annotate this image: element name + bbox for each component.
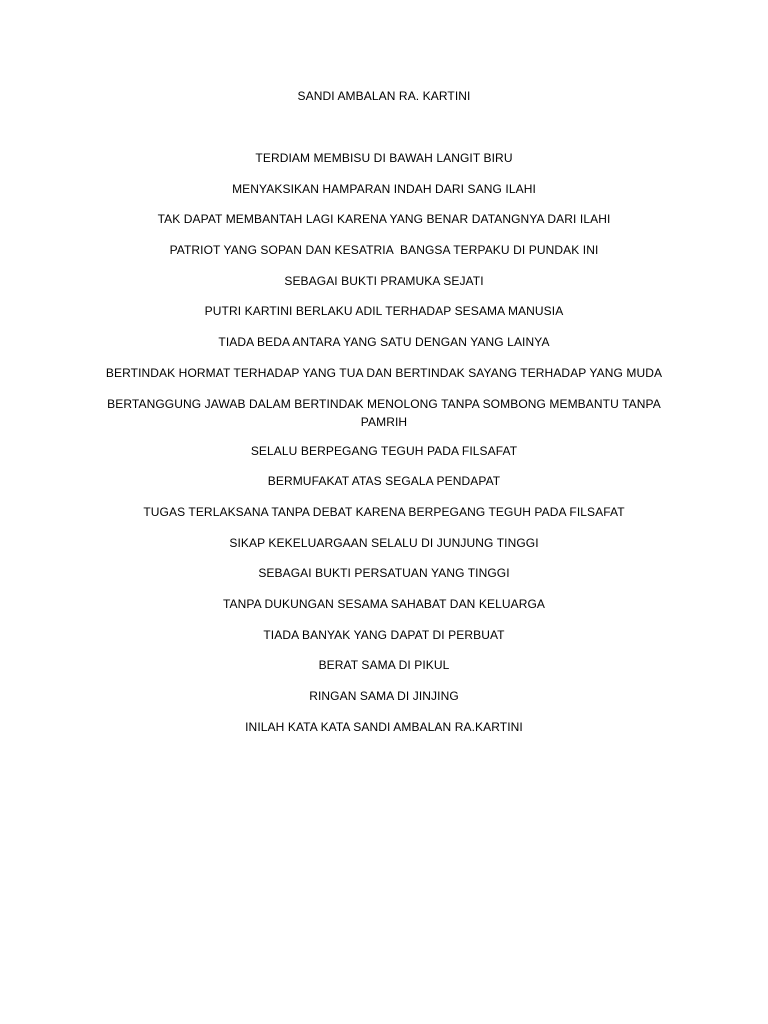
poem-line: TERDIAM MEMBISU DI BAWAH LANGIT BIRU [255,151,513,165]
poem-line: TIADA BEDA ANTARA YANG SATU DENGAN YANG LAINYA [218,335,550,350]
poem-line: PUTRI KARTINI BERLAKU ADIL TERHADAP SESAMA MANUSIA [204,304,564,319]
poem-line: TAK DAPAT MEMBANTAH LAGI KARENA YANG BENAR DATANGNYA DARI ILAHI [157,212,611,227]
poem-line: BERTANGGUNG JAWAB DALAM BERTINDAK MENOLONG TANPA SOMBONG MEMBANTU TANPA PAMRIH [107,396,661,429]
poem-line: TIADA BANYAK YANG DAPAT DI PERBUAT [263,627,505,642]
poem-line: PATRIOT YANG SOPAN DAN KESATRIA BANGSA TERPAKU DI PUNDAK INI [169,243,599,258]
poem-body [100,149,668,748]
poem-line: BERTINDAK HORMAT TERHADAP YANG TUA DAN BERTINDAK SAYANG TERHADAP YANG MUDA [105,365,663,380]
poem-line: TANPA DUKUNGAN SESAMA SAHABAT DAN KELUARGA [222,596,546,611]
poem-line: SIKAP KEKELUARGAAN SELALU DI JUNJUNG TINGGI [229,535,539,550]
document-title: SANDI AMBALAN RA. KARTINI [297,89,471,103]
poem-line: SEBAGAI BUKTI PERSATUAN YANG TINGGI [258,566,510,581]
poem-line: TUGAS TERLAKSANA TANPA DEBAT KARENA BERPEGANG TEGUH PADA FILSAFAT [143,504,625,519]
poem-line: BERMUFAKAT ATAS SEGALA PENDAPAT [267,474,501,489]
poem-line: INILAH KATA KATA SANDI AMBALAN RA.KARTINI [245,719,523,734]
poem-line: RINGAN SAMA DI JINJING [309,689,459,703]
poem-line: BERAT SAMA DI PIKUL [318,658,450,673]
poem-line: SEBAGAI BUKTI PRAMUKA SEJATI [284,273,484,288]
poem-line: MENYAKSIKAN HAMPARAN INDAH DARI SANG ILAHI [232,181,536,196]
poem-line: SELALU BERPEGANG TEGUH PADA FILSAFAT [250,443,518,458]
